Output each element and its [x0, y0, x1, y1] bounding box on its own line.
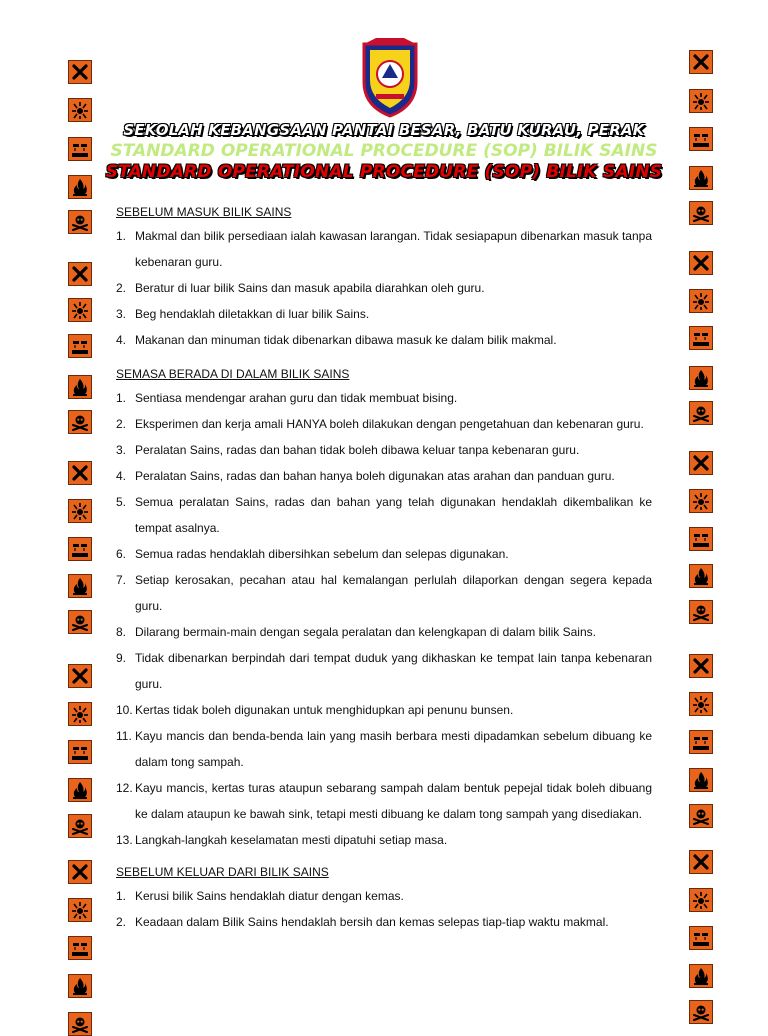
- list-item: [116, 385, 652, 411]
- flammable-icon: [689, 964, 713, 988]
- section-title-before-entering: SEBELUM MASUK BILIK SAINS: [116, 205, 292, 219]
- list-item: [116, 489, 652, 541]
- item-text: Peralatan Sains, radas dan bahan hanya boleh digunakan atas arahan dan panduan guru.: [135, 469, 615, 483]
- toxic-icon-glyph: [70, 612, 90, 632]
- list-item: [116, 541, 652, 567]
- list-item: [116, 645, 652, 697]
- toxic-icon-glyph: [70, 212, 90, 232]
- list-item: [116, 327, 652, 353]
- item-number: 13.: [116, 833, 133, 847]
- explosive-icon-glyph: [70, 900, 90, 920]
- toxic-icon-glyph: [691, 806, 711, 826]
- list-item: [116, 437, 652, 463]
- toxic-icon-glyph: [70, 816, 90, 836]
- toxic-icon-glyph: [691, 602, 711, 622]
- item-text: Kayu mancis dan benda-benda lain yang masih berbara mesti dipadamkan sebelum dibuang ke dalam tong sampah.: [135, 729, 652, 769]
- flammable-icon-glyph: [691, 566, 711, 586]
- harmful-icon: [68, 461, 92, 485]
- explosive-icon: [68, 499, 92, 523]
- explosive-icon-glyph: [70, 501, 90, 521]
- rules-list-before-leaving: [116, 883, 652, 935]
- harmful-icon: [689, 451, 713, 475]
- list-item: [116, 883, 652, 909]
- corrosive-icon: [68, 137, 92, 161]
- harmful-icon: [689, 850, 713, 874]
- rules-list-before-entering: [116, 223, 652, 353]
- item-text: Semua radas hendaklah dibersihkan sebelum dan selepas digunakan.: [135, 547, 509, 561]
- flammable-icon-glyph: [70, 976, 90, 996]
- school-name-heading: SEKOLAH KEBANGSAAN PANTAI BESAR, BATU KURAU, PERAK: [123, 121, 645, 139]
- corrosive-icon-glyph: [691, 529, 711, 549]
- item-text: Makmal dan bilik persediaan ialah kawasan larangan. Tidak sesiapapun dibenarkan masuk tanpa kebenaran guru.: [135, 229, 652, 269]
- item-text: Semua peralatan Sains, radas dan bahan yang telah digunakan hendaklah dikembalikan ke tempat asalnya.: [135, 495, 652, 535]
- harmful-icon-glyph: [70, 862, 90, 882]
- harmful-icon: [68, 60, 92, 84]
- list-item: [116, 567, 652, 619]
- harmful-icon-glyph: [691, 656, 711, 676]
- list-item: [116, 775, 652, 827]
- item-number: 3.: [116, 443, 127, 457]
- flammable-icon: [68, 778, 92, 802]
- list-item: [116, 909, 652, 935]
- explosive-icon-glyph: [70, 100, 90, 120]
- flammable-icon: [689, 564, 713, 588]
- corrosive-icon: [68, 740, 92, 764]
- item-number: 9.: [116, 651, 127, 665]
- list-item: [116, 697, 652, 723]
- toxic-icon: [68, 814, 92, 838]
- list-item: [116, 463, 652, 489]
- explosive-icon: [689, 888, 713, 912]
- toxic-icon: [689, 1000, 713, 1024]
- harmful-icon-glyph: [691, 852, 711, 872]
- flammable-icon: [689, 166, 713, 190]
- item-number: 2.: [116, 417, 127, 431]
- corrosive-icon: [689, 730, 713, 754]
- corrosive-icon-glyph: [691, 928, 711, 948]
- item-number: 2.: [116, 281, 127, 295]
- list-item: [116, 619, 652, 645]
- item-number: 12.: [116, 781, 133, 795]
- item-number: 3.: [116, 307, 127, 321]
- harmful-icon: [68, 664, 92, 688]
- toxic-icon: [689, 201, 713, 225]
- item-text: Kerusi bilik Sains hendaklah diatur dengan kemas.: [135, 889, 404, 903]
- harmful-icon-glyph: [70, 264, 90, 284]
- item-text: Langkah-langkah keselamatan mesti dipatuhi setiap masa.: [135, 833, 448, 847]
- corrosive-icon: [68, 936, 92, 960]
- sop-title-heading: STANDARD OPERATIONAL PROCEDURE (SOP) BILIK SAINS: [105, 162, 663, 182]
- harmful-icon: [689, 654, 713, 678]
- item-number: 1.: [116, 229, 127, 243]
- corrosive-icon-glyph: [691, 328, 711, 348]
- explosive-icon-glyph: [691, 91, 711, 111]
- explosive-icon: [68, 898, 92, 922]
- flammable-icon-glyph: [70, 780, 90, 800]
- corrosive-icon-glyph: [70, 139, 90, 159]
- harmful-icon: [68, 860, 92, 884]
- item-number: 10.: [116, 703, 133, 717]
- explosive-icon: [68, 98, 92, 122]
- list-item: [116, 411, 652, 437]
- item-text: Peralatan Sains, radas dan bahan tidak boleh dibawa keluar tanpa kebenaran guru.: [135, 443, 580, 457]
- explosive-icon-glyph: [691, 890, 711, 910]
- item-number: 4.: [116, 469, 127, 483]
- explosive-icon-glyph: [691, 694, 711, 714]
- harmful-icon: [68, 262, 92, 286]
- flammable-icon-glyph: [70, 177, 90, 197]
- item-number: 8.: [116, 625, 127, 639]
- corrosive-icon-glyph: [691, 129, 711, 149]
- sop-content: [116, 203, 652, 935]
- item-text: Dilarang bermain-main dengan segala peralatan dan kelengkapan di dalam bilik Sains.: [135, 625, 596, 639]
- harmful-icon-glyph: [691, 52, 711, 72]
- section-title-before-leaving: SEBELUM KELUAR DARI BILIK SAINS: [116, 865, 329, 879]
- item-text: Beg hendaklah diletakkan di luar bilik Sains.: [135, 307, 370, 321]
- list-item: [116, 275, 652, 301]
- school-crest-logo: [358, 38, 422, 118]
- harmful-icon-glyph: [70, 62, 90, 82]
- flammable-icon-glyph: [691, 770, 711, 790]
- explosive-icon-glyph: [691, 291, 711, 311]
- corrosive-icon: [689, 527, 713, 551]
- harmful-icon-glyph: [691, 253, 711, 273]
- toxic-icon: [689, 600, 713, 624]
- explosive-icon: [689, 89, 713, 113]
- harmful-icon-glyph: [70, 666, 90, 686]
- toxic-icon: [689, 401, 713, 425]
- flammable-icon: [68, 375, 92, 399]
- explosive-icon: [68, 298, 92, 322]
- rules-list-inside-lab: [116, 385, 652, 853]
- explosive-icon-glyph: [70, 704, 90, 724]
- harmful-icon-glyph: [70, 463, 90, 483]
- corrosive-icon: [689, 926, 713, 950]
- flammable-icon: [689, 768, 713, 792]
- explosive-icon: [68, 702, 92, 726]
- corrosive-icon-glyph: [70, 539, 90, 559]
- explosive-icon: [689, 489, 713, 513]
- corrosive-icon-glyph: [691, 732, 711, 752]
- toxic-icon: [68, 1012, 92, 1036]
- item-text: Tidak dibenarkan berpindah dari tempat duduk yang dikhaskan ke tempat lain tanpa kebenaran guru.: [135, 651, 652, 691]
- item-text: Sentiasa mendengar arahan guru dan tidak membuat bising.: [135, 391, 458, 405]
- corrosive-icon-glyph: [70, 742, 90, 762]
- item-text: Beratur di luar bilik Sains dan masuk apabila diarahkan oleh guru.: [135, 281, 485, 295]
- toxic-icon-glyph: [70, 412, 90, 432]
- toxic-icon: [68, 610, 92, 634]
- corrosive-icon-glyph: [70, 336, 90, 356]
- toxic-icon-glyph: [691, 1002, 711, 1022]
- item-text: Makanan dan minuman tidak dibenarkan dibawa masuk ke dalam bilik makmal.: [135, 333, 557, 347]
- flammable-icon-glyph: [70, 377, 90, 397]
- explosive-icon: [689, 289, 713, 313]
- toxic-icon-glyph: [691, 403, 711, 423]
- item-number: 1.: [116, 391, 127, 405]
- toxic-icon: [68, 410, 92, 434]
- explosive-icon-glyph: [70, 300, 90, 320]
- item-number: 7.: [116, 573, 127, 587]
- toxic-icon: [689, 804, 713, 828]
- toxic-icon-glyph: [70, 1014, 90, 1034]
- ghost-title-heading: STANDARD OPERATIONAL PROCEDURE (SOP) BILIK SAINS: [110, 141, 658, 161]
- harmful-icon-glyph: [691, 453, 711, 473]
- flammable-icon: [68, 974, 92, 998]
- item-text: Setiap kerosakan, pecahan atau hal kemalangan perlulah dilaporkan dengan segera kepada guru.: [135, 573, 652, 613]
- item-number: 11.: [116, 729, 132, 743]
- harmful-icon: [689, 251, 713, 275]
- flammable-icon: [68, 175, 92, 199]
- flammable-icon-glyph: [70, 576, 90, 596]
- harmful-icon: [689, 50, 713, 74]
- corrosive-icon-glyph: [70, 938, 90, 958]
- list-item: [116, 301, 652, 327]
- item-number: 2.: [116, 915, 127, 929]
- flammable-icon-glyph: [691, 966, 711, 986]
- corrosive-icon: [68, 334, 92, 358]
- corrosive-icon: [68, 537, 92, 561]
- explosive-icon: [689, 692, 713, 716]
- flammable-icon: [68, 574, 92, 598]
- item-text: Keadaan dalam Bilik Sains hendaklah bersih dan kemas selepas tiap-tiap waktu makmal.: [135, 915, 609, 929]
- item-number: 6.: [116, 547, 127, 561]
- item-text: Eksperimen dan kerja amali HANYA boleh dilakukan dengan pengetahuan dan kebenaran guru.: [135, 417, 644, 431]
- section-title-inside-lab: SEMASA BERADA DI DALAM BILIK SAINS: [116, 367, 350, 381]
- list-item: [116, 723, 652, 775]
- item-number: 5.: [116, 495, 127, 509]
- item-number: 4.: [116, 333, 127, 347]
- explosive-icon-glyph: [691, 491, 711, 511]
- list-item: [116, 223, 652, 275]
- flammable-icon: [689, 366, 713, 390]
- list-item: [116, 827, 652, 853]
- corrosive-icon: [689, 127, 713, 151]
- item-number: 1.: [116, 889, 127, 903]
- flammable-icon-glyph: [691, 368, 711, 388]
- item-text: Kayu mancis, kertas turas ataupun sebarang sampah dalam bentuk pepejal tidak boleh dibuang ke dalam ataupun ke bawah sink, tetapi mesti dibuang ke dalam tong sampah yang disediakan.: [135, 781, 652, 821]
- flammable-icon-glyph: [691, 168, 711, 188]
- item-text: Kertas tidak boleh digunakan untuk menghidupkan api penunu bunsen.: [135, 703, 514, 717]
- toxic-icon-glyph: [691, 203, 711, 223]
- corrosive-icon: [689, 326, 713, 350]
- toxic-icon: [68, 210, 92, 234]
